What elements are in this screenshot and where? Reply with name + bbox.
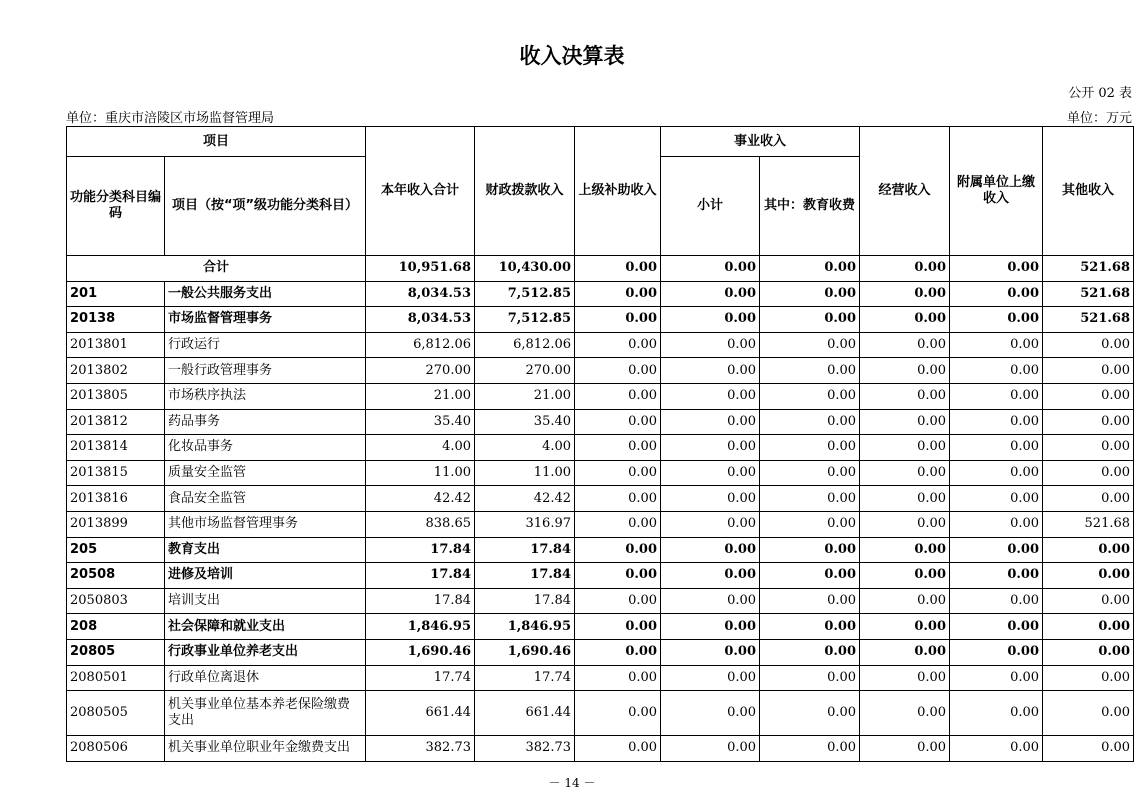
row-value: 4.00 [366, 435, 475, 461]
row-value: 0.00 [950, 588, 1043, 614]
total-value: 521.68 [1043, 256, 1134, 282]
header-project: 项目 [67, 127, 366, 157]
row-code: 2080506 [67, 736, 165, 762]
total-value: 0.00 [661, 256, 760, 282]
row-value: 0.00 [860, 358, 950, 384]
row-value: 0.00 [950, 537, 1043, 563]
row-value: 0.00 [661, 281, 760, 307]
row-value: 0.00 [950, 383, 1043, 409]
row-value: 0.00 [661, 307, 760, 333]
row-value: 17.84 [366, 563, 475, 589]
row-code: 2080505 [67, 691, 165, 736]
row-value: 0.00 [1043, 409, 1134, 435]
row-value: 8,034.53 [366, 307, 475, 333]
header-business: 事业收入 [661, 127, 860, 157]
row-value: 0.00 [860, 614, 950, 640]
row-value: 0.00 [661, 409, 760, 435]
table-row [67, 332, 1134, 358]
header-item: 项目（按“项”级功能分类科目） [165, 157, 366, 256]
row-name: 其他市场监督管理事务 [165, 511, 366, 537]
row-value: 270.00 [475, 358, 575, 384]
total-row [67, 256, 1134, 282]
row-value: 0.00 [860, 435, 950, 461]
row-value: 0.00 [1043, 639, 1134, 665]
row-value: 0.00 [575, 435, 661, 461]
page-title: 收入决算表 [519, 44, 625, 68]
total-value: 0.00 [760, 256, 860, 282]
row-value: 0.00 [575, 736, 661, 762]
row-value: 0.00 [860, 486, 950, 512]
row-value: 0.00 [575, 588, 661, 614]
row-value: 0.00 [661, 614, 760, 640]
row-value: 6,812.06 [475, 332, 575, 358]
row-value: 0.00 [661, 332, 760, 358]
row-value: 0.00 [1043, 736, 1134, 762]
row-value: 1,690.46 [366, 639, 475, 665]
row-value: 661.44 [475, 691, 575, 736]
row-value: 0.00 [860, 460, 950, 486]
row-value: 1,846.95 [475, 614, 575, 640]
row-value: 0.00 [760, 665, 860, 691]
row-code: 20138 [67, 307, 165, 333]
table-row [67, 736, 1134, 762]
row-value: 7,512.85 [475, 307, 575, 333]
row-value: 0.00 [950, 736, 1043, 762]
row-value: 0.00 [1043, 383, 1134, 409]
row-value: 0.00 [760, 639, 860, 665]
row-value: 0.00 [950, 332, 1043, 358]
row-value: 0.00 [860, 736, 950, 762]
total-value: 0.00 [950, 256, 1043, 282]
header-affiliated: 附属单位上缴收入 [950, 127, 1043, 256]
table-row [67, 665, 1134, 691]
row-value: 0.00 [1043, 588, 1134, 614]
row-code: 20508 [67, 563, 165, 589]
row-value: 0.00 [575, 511, 661, 537]
row-value: 0.00 [860, 691, 950, 736]
row-value: 0.00 [661, 511, 760, 537]
row-value: 0.00 [575, 486, 661, 512]
row-value: 17.84 [475, 563, 575, 589]
row-value: 0.00 [1043, 435, 1134, 461]
row-code: 2050803 [67, 588, 165, 614]
row-value: 0.00 [860, 537, 950, 563]
row-value: 0.00 [760, 307, 860, 333]
row-value: 0.00 [950, 563, 1043, 589]
row-value: 0.00 [1043, 614, 1134, 640]
row-value: 17.74 [366, 665, 475, 691]
row-value: 0.00 [860, 332, 950, 358]
row-value: 0.00 [575, 307, 661, 333]
row-name: 机关事业单位职业年金缴费支出 [165, 736, 366, 762]
row-value: 17.84 [366, 537, 475, 563]
row-value: 661.44 [366, 691, 475, 736]
row-value: 0.00 [760, 511, 860, 537]
row-value: 21.00 [475, 383, 575, 409]
row-value: 0.00 [860, 383, 950, 409]
row-value: 0.00 [860, 409, 950, 435]
table-row [67, 358, 1134, 384]
row-value: 0.00 [661, 665, 760, 691]
header-subtotal: 小计 [661, 157, 760, 256]
total-value: 10,951.68 [366, 256, 475, 282]
row-name: 食品安全监管 [165, 486, 366, 512]
row-value: 42.42 [475, 486, 575, 512]
row-value: 0.00 [950, 614, 1043, 640]
row-value: 0.00 [860, 639, 950, 665]
row-value: 7,512.85 [475, 281, 575, 307]
row-value: 0.00 [950, 665, 1043, 691]
row-value: 17.74 [475, 665, 575, 691]
row-value: 35.40 [475, 409, 575, 435]
row-value: 0.00 [760, 409, 860, 435]
row-value: 0.00 [760, 563, 860, 589]
row-value: 0.00 [1043, 563, 1134, 589]
table-row [67, 460, 1134, 486]
row-code: 2013812 [67, 409, 165, 435]
row-value: 0.00 [760, 614, 860, 640]
table-row [67, 588, 1134, 614]
row-value: 521.68 [1043, 307, 1134, 333]
row-name: 教育支出 [165, 537, 366, 563]
row-name: 质量安全监管 [165, 460, 366, 486]
total-label: 合计 [67, 256, 366, 282]
row-value: 0.00 [760, 588, 860, 614]
total-value: 0.00 [575, 256, 661, 282]
header-func-code: 功能分类科目编码 [67, 157, 165, 256]
row-value: 42.42 [366, 486, 475, 512]
row-value: 0.00 [760, 383, 860, 409]
row-value: 17.84 [366, 588, 475, 614]
row-value: 0.00 [950, 460, 1043, 486]
table-row [67, 691, 1134, 736]
row-value: 0.00 [1043, 665, 1134, 691]
row-value: 0.00 [575, 537, 661, 563]
row-value: 6,812.06 [366, 332, 475, 358]
row-value: 0.00 [950, 486, 1043, 512]
row-value: 0.00 [661, 588, 760, 614]
row-value: 0.00 [661, 358, 760, 384]
row-value: 0.00 [860, 307, 950, 333]
row-value: 0.00 [1043, 537, 1134, 563]
row-code: 2013816 [67, 486, 165, 512]
row-value: 17.84 [475, 537, 575, 563]
row-value: 0.00 [860, 563, 950, 589]
row-name: 化妆品事务 [165, 435, 366, 461]
row-value: 0.00 [760, 332, 860, 358]
header-edu: 其中：教育收费 [760, 157, 860, 256]
row-value: 0.00 [575, 358, 661, 384]
row-value: 0.00 [661, 563, 760, 589]
row-code: 208 [67, 614, 165, 640]
row-name: 培训支出 [165, 588, 366, 614]
row-name: 行政事业单位养老支出 [165, 639, 366, 665]
row-value: 0.00 [1043, 332, 1134, 358]
table-row [67, 383, 1134, 409]
row-value: 11.00 [366, 460, 475, 486]
row-value: 0.00 [950, 511, 1043, 537]
row-value: 4.00 [475, 435, 575, 461]
row-value: 0.00 [661, 639, 760, 665]
row-value: 521.68 [1043, 281, 1134, 307]
row-value: 0.00 [950, 435, 1043, 461]
row-value: 0.00 [661, 435, 760, 461]
row-value: 0.00 [950, 409, 1043, 435]
row-code: 2013805 [67, 383, 165, 409]
row-name: 一般行政管理事务 [165, 358, 366, 384]
table-row [67, 537, 1134, 563]
total-value: 10,430.00 [475, 256, 575, 282]
row-value: 0.00 [860, 511, 950, 537]
row-value: 0.00 [760, 736, 860, 762]
row-value: 0.00 [860, 281, 950, 307]
row-name: 行政运行 [165, 332, 366, 358]
row-value: 0.00 [1043, 486, 1134, 512]
total-value: 0.00 [860, 256, 950, 282]
row-value: 0.00 [575, 639, 661, 665]
row-value: 0.00 [950, 281, 1043, 307]
row-value: 11.00 [475, 460, 575, 486]
row-value: 0.00 [760, 691, 860, 736]
row-value: 838.65 [366, 511, 475, 537]
row-value: 0.00 [661, 537, 760, 563]
row-value: 0.00 [1043, 460, 1134, 486]
row-value: 316.97 [475, 511, 575, 537]
header-upper: 上级补助收入 [575, 127, 661, 256]
row-value: 0.00 [860, 588, 950, 614]
row-value: 0.00 [760, 358, 860, 384]
table-row [67, 639, 1134, 665]
income-report-table [66, 126, 1134, 762]
row-name: 行政单位离退休 [165, 665, 366, 691]
row-value: 382.73 [475, 736, 575, 762]
row-value: 0.00 [950, 691, 1043, 736]
row-name: 机关事业单位基本养老保险缴费支出 [165, 691, 366, 736]
row-code: 2080501 [67, 665, 165, 691]
row-value: 35.40 [366, 409, 475, 435]
currency-unit: 单位：万元 [1066, 111, 1132, 126]
row-value: 0.00 [950, 358, 1043, 384]
row-value: 0.00 [760, 281, 860, 307]
row-value: 0.00 [575, 563, 661, 589]
row-name: 进修及培训 [165, 563, 366, 589]
header-operating: 经营收入 [860, 127, 950, 256]
row-value: 0.00 [575, 614, 661, 640]
row-name: 市场监督管理事务 [165, 307, 366, 333]
row-name: 社会保障和就业支出 [165, 614, 366, 640]
row-value: 0.00 [575, 460, 661, 486]
row-value: 0.00 [661, 736, 760, 762]
table-row [67, 511, 1134, 537]
page-number: － 14 － [548, 776, 596, 790]
row-value: 0.00 [860, 665, 950, 691]
row-code: 2013802 [67, 358, 165, 384]
table-row [67, 409, 1134, 435]
row-value: 0.00 [575, 691, 661, 736]
table-row [67, 563, 1134, 589]
row-value: 0.00 [575, 409, 661, 435]
row-value: 0.00 [1043, 358, 1134, 384]
table-number: 公开 02 表 [1068, 86, 1132, 101]
row-code: 20805 [67, 639, 165, 665]
table-row [67, 281, 1134, 307]
table-row [67, 614, 1134, 640]
row-value: 0.00 [760, 537, 860, 563]
row-value: 0.00 [575, 332, 661, 358]
row-value: 1,690.46 [475, 639, 575, 665]
table-row [67, 486, 1134, 512]
row-name: 市场秩序执法 [165, 383, 366, 409]
organization-unit: 单位：重庆市涪陵区市场监督管理局 [66, 111, 275, 126]
row-value: 0.00 [760, 435, 860, 461]
row-value: 0.00 [760, 460, 860, 486]
row-value: 17.84 [475, 588, 575, 614]
row-value: 0.00 [575, 281, 661, 307]
row-code: 2013814 [67, 435, 165, 461]
row-code: 201 [67, 281, 165, 307]
row-code: 2013899 [67, 511, 165, 537]
header-fiscal: 财政拨款收入 [475, 127, 575, 256]
row-value: 0.00 [661, 460, 760, 486]
row-value: 8,034.53 [366, 281, 475, 307]
header-other: 其他收入 [1043, 127, 1134, 256]
row-value: 0.00 [950, 639, 1043, 665]
table-row [67, 435, 1134, 461]
row-value: 0.00 [575, 383, 661, 409]
row-value: 521.68 [1043, 511, 1134, 537]
row-value: 0.00 [661, 691, 760, 736]
row-name: 一般公共服务支出 [165, 281, 366, 307]
row-value: 270.00 [366, 358, 475, 384]
row-value: 0.00 [760, 486, 860, 512]
row-value: 1,846.95 [366, 614, 475, 640]
row-name: 药品事务 [165, 409, 366, 435]
row-value: 0.00 [661, 486, 760, 512]
row-code: 205 [67, 537, 165, 563]
row-value: 0.00 [950, 307, 1043, 333]
row-code: 2013815 [67, 460, 165, 486]
row-value: 0.00 [661, 383, 760, 409]
row-value: 0.00 [1043, 691, 1134, 736]
row-code: 2013801 [67, 332, 165, 358]
row-value: 0.00 [575, 665, 661, 691]
table-row [67, 307, 1134, 333]
row-value: 382.73 [366, 736, 475, 762]
row-value: 21.00 [366, 383, 475, 409]
header-total: 本年收入合计 [366, 127, 475, 256]
